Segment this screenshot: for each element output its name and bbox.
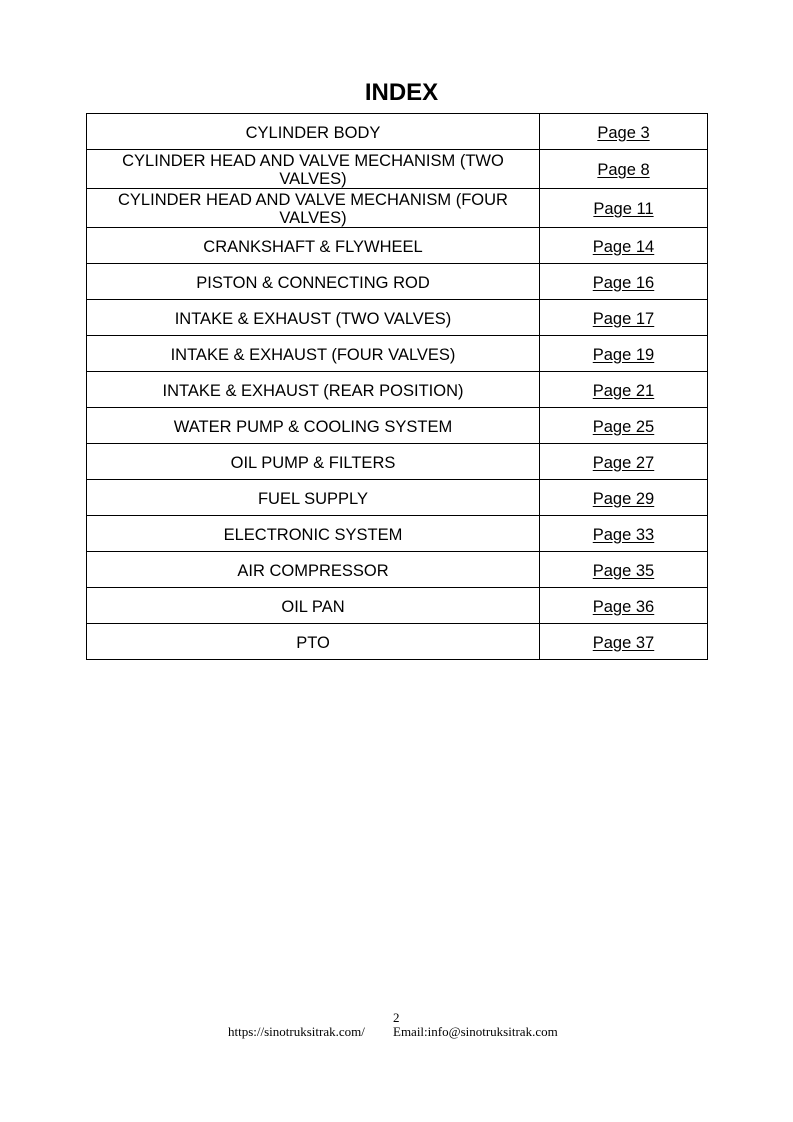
index-section-name: INTAKE & EXHAUST (REAR POSITION) — [87, 372, 540, 408]
index-page-cell — [540, 372, 708, 408]
index-page-cell — [540, 189, 708, 228]
index-page-cell — [540, 588, 708, 624]
index-page-cell — [540, 264, 708, 300]
index-page-cell — [540, 114, 708, 150]
index-table-body — [87, 114, 708, 660]
index-row — [87, 114, 708, 150]
index-row — [87, 588, 708, 624]
index-page-link[interactable]: Page 37 — [592, 633, 655, 652]
index-table — [86, 113, 708, 660]
index-section-name: AIR COMPRESSOR — [87, 552, 540, 588]
index-row — [87, 516, 708, 552]
index-page-link[interactable]: Page 3 — [597, 123, 650, 142]
index-page-link[interactable]: Page 8 — [597, 161, 650, 179]
index-row — [87, 300, 708, 336]
index-section-name: OIL PUMP & FILTERS — [87, 444, 540, 480]
index-page-cell — [540, 444, 708, 480]
page-title: INDEX — [364, 79, 439, 106]
index-page-link[interactable]: Page 25 — [592, 417, 655, 436]
index-page-link[interactable]: Page 35 — [592, 561, 655, 580]
index-page-cell — [540, 408, 708, 444]
index-section-name: ELECTRONIC SYSTEM — [87, 516, 540, 552]
index-row — [87, 264, 708, 300]
index-page-cell — [540, 624, 708, 660]
index-section-name: CYLINDER HEAD AND VALVE MECHANISM (TWO VALVES) — [87, 150, 540, 189]
page-number: 2 — [393, 1010, 400, 1025]
index-section-name: INTAKE & EXHAUST (TWO VALVES) — [87, 300, 540, 336]
index-page-cell — [540, 480, 708, 516]
index-section-name: INTAKE & EXHAUST (FOUR VALVES) — [87, 336, 540, 372]
index-page-link[interactable]: Page 11 — [593, 200, 654, 218]
index-section-name: WATER PUMP & COOLING SYSTEM — [87, 408, 540, 444]
index-row — [87, 228, 708, 264]
index-page-link[interactable]: Page 14 — [592, 237, 655, 256]
index-page-link[interactable]: Page 16 — [592, 273, 655, 292]
index-section-name: PISTON & CONNECTING ROD — [87, 264, 540, 300]
index-page-link[interactable]: Page 29 — [592, 489, 655, 508]
index-section-name: CRANKSHAFT & FLYWHEEL — [87, 228, 540, 264]
index-row — [87, 480, 708, 516]
index-page-link[interactable]: Page 36 — [592, 597, 655, 616]
index-section-name: OIL PAN — [87, 588, 540, 624]
index-page-cell — [540, 336, 708, 372]
index-page-cell — [540, 228, 708, 264]
index-page-link[interactable]: Page 21 — [592, 381, 655, 400]
index-row — [87, 189, 708, 228]
index-row — [87, 408, 708, 444]
index-row — [87, 372, 708, 408]
footer-email[interactable]: Email:info@sinotruksitrak.com — [393, 1024, 558, 1039]
index-section-name: CYLINDER BODY — [87, 114, 540, 150]
index-page-cell — [540, 300, 708, 336]
index-section-name: CYLINDER HEAD AND VALVE MECHANISM (FOUR VALVES) — [87, 189, 540, 228]
index-row — [87, 150, 708, 189]
index-page-cell — [540, 516, 708, 552]
footer-website-link[interactable]: https://sinotruksitrak.com/ — [228, 1024, 365, 1039]
index-section-name: FUEL SUPPLY — [87, 480, 540, 516]
index-page-link[interactable]: Page 33 — [592, 525, 655, 544]
index-section-name: PTO — [87, 624, 540, 660]
index-row — [87, 444, 708, 480]
index-row — [87, 336, 708, 372]
index-page-link[interactable]: Page 17 — [592, 309, 655, 328]
index-page-link[interactable]: Page 19 — [592, 345, 655, 364]
index-page-cell — [540, 150, 708, 189]
index-row — [87, 552, 708, 588]
index-page-link[interactable]: Page 27 — [592, 453, 655, 472]
index-row — [87, 624, 708, 660]
index-page-cell — [540, 552, 708, 588]
